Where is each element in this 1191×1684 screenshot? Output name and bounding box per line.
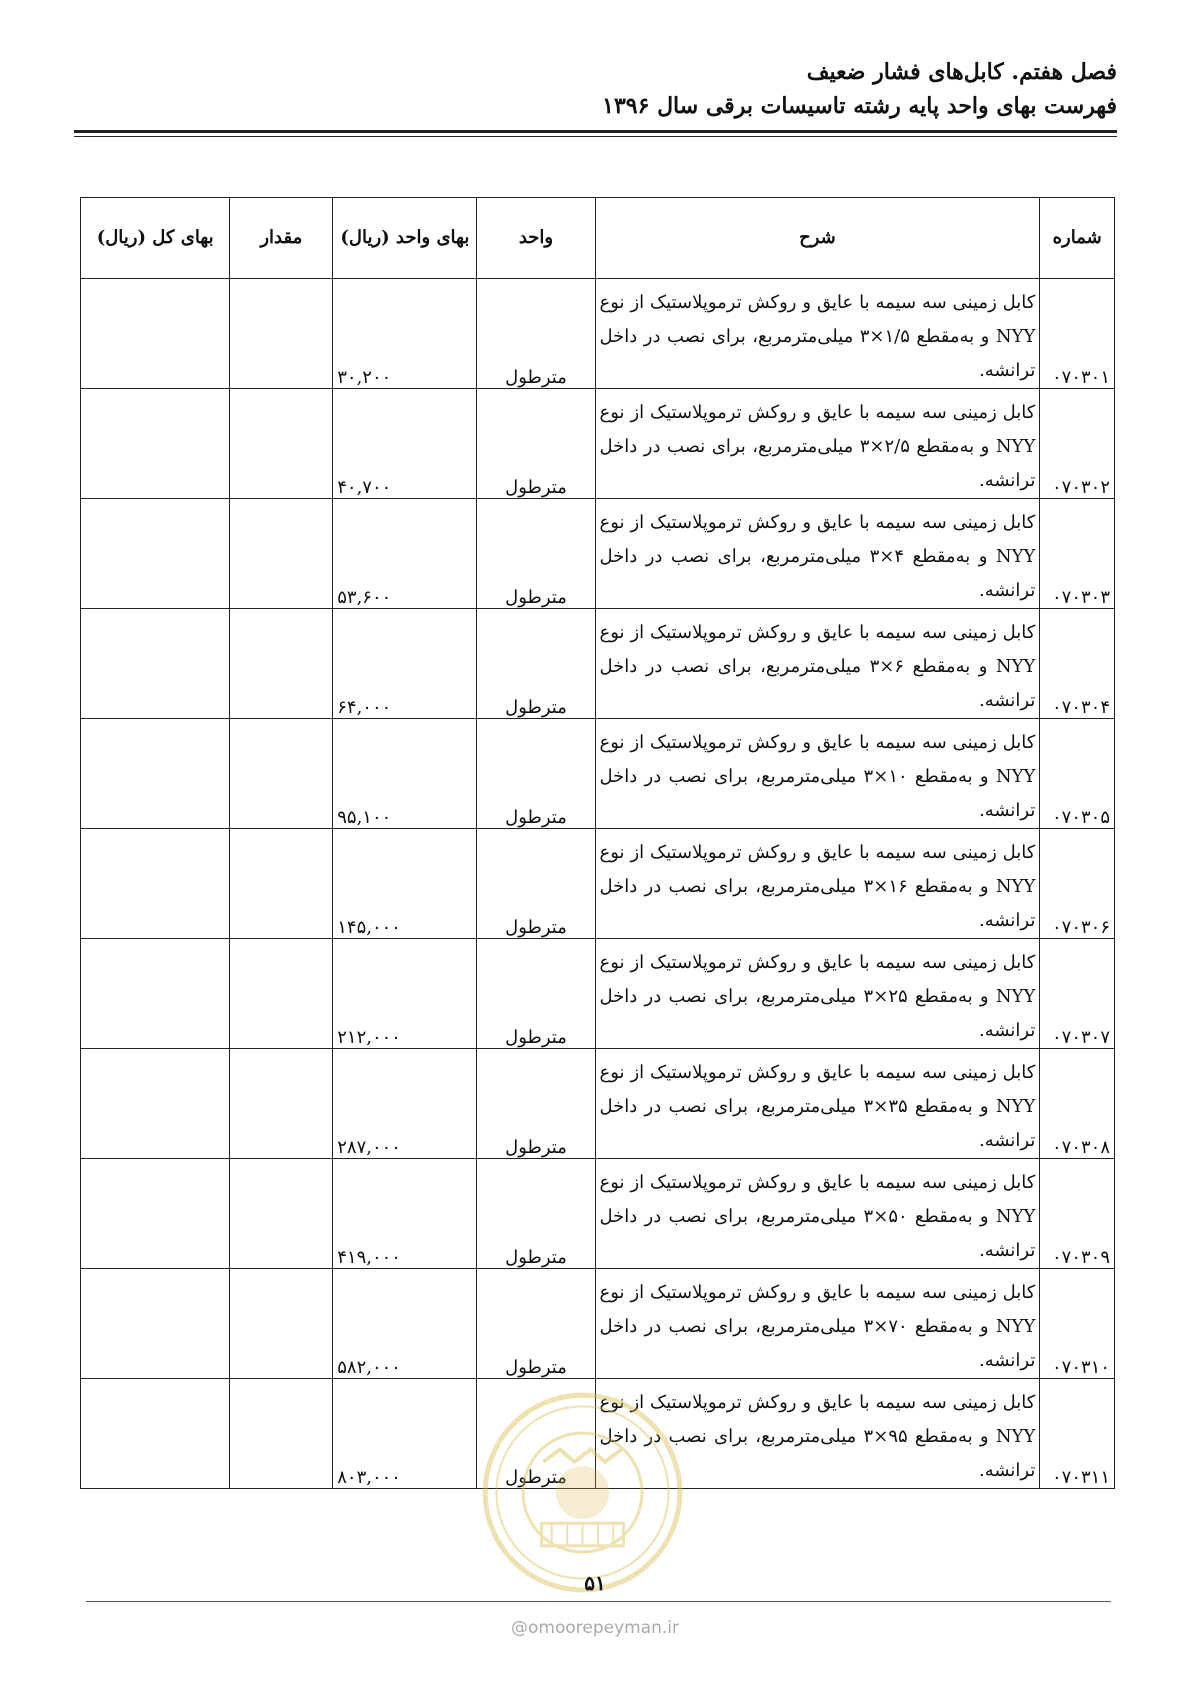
- table-row: [81, 279, 1115, 389]
- book-title: فهرست بهای واحد پایه رشته تاسیسات برقی سال ۱۳۹۶: [602, 93, 1117, 119]
- item-quantity: [230, 609, 333, 719]
- item-description: کابل زمینی سه سیمه با عایق و روکش ترموپلاستیک از نوع NYY و به‌مقطع ۱/۵×۳ میلی‌مترمربع، برای نصب در داخل ترانشه.: [595, 279, 1040, 389]
- chapter-title: فصل هفتم. کابل‌های فشار ضعیف: [806, 59, 1117, 85]
- item-unit: مترطول: [477, 939, 595, 1049]
- item-number: ۰۷۰۳۱۱: [1040, 1379, 1115, 1489]
- item-description: کابل زمینی سه سیمه با عایق و روکش ترموپلاستیک از نوع NYY و به‌مقطع ۹۵×۳ میلی‌مترمربع، برای نصب در داخل ترانشه.: [595, 1379, 1040, 1489]
- item-total: [81, 389, 230, 499]
- item-unit-price: ۴۱۹,۰۰۰: [333, 1159, 477, 1269]
- item-quantity: [230, 499, 333, 609]
- item-number: ۰۷۰۳۰۸: [1040, 1049, 1115, 1159]
- item-total: [81, 499, 230, 609]
- item-unit: مترطول: [477, 829, 595, 939]
- table-row: [81, 499, 1115, 609]
- table-row: [81, 939, 1115, 1049]
- item-quantity: [230, 829, 333, 939]
- page-header: [74, 55, 1117, 123]
- item-unit: مترطول: [477, 1159, 595, 1269]
- item-number: ۰۷۰۳۰۶: [1040, 829, 1115, 939]
- column-header-unit-price: بهای واحد (ریال): [333, 198, 477, 279]
- column-header-unit: واحد: [477, 198, 595, 279]
- item-description: کابل زمینی سه سیمه با عایق و روکش ترموپلاستیک از نوع NYY و به‌مقطع ۷۰×۳ میلی‌مترمربع، برای نصب در داخل ترانشه.: [595, 1269, 1040, 1379]
- item-total: [81, 279, 230, 389]
- item-description: کابل زمینی سه سیمه با عایق و روکش ترموپلاستیک از نوع NYY و به‌مقطع ۲۵×۳ میلی‌مترمربع، برای نصب در داخل ترانشه.: [595, 939, 1040, 1049]
- item-unit: مترطول: [477, 499, 595, 609]
- footer-rule: [86, 1601, 1111, 1602]
- item-total: [81, 1379, 230, 1489]
- item-number: ۰۷۰۳۰۳: [1040, 499, 1115, 609]
- item-unit-price: ۵۸۲,۰۰۰: [333, 1269, 477, 1379]
- item-number: ۰۷۰۳۰۷: [1040, 939, 1115, 1049]
- table-row: [81, 1159, 1115, 1269]
- page-number: ۵۱: [584, 1571, 606, 1595]
- item-total: [81, 609, 230, 719]
- table-header-row: [81, 198, 1115, 279]
- item-number: ۰۷۰۳۰۹: [1040, 1159, 1115, 1269]
- item-number: ۰۷۰۳۰۴: [1040, 609, 1115, 719]
- price-table: [80, 197, 1115, 1489]
- column-header-total: بهای کل (ریال): [81, 198, 230, 279]
- table-row: [81, 1269, 1115, 1379]
- column-header-quantity: مقدار: [230, 198, 333, 279]
- table-row: [81, 609, 1115, 719]
- item-description: کابل زمینی سه سیمه با عایق و روکش ترموپلاستیک از نوع NYY و به‌مقطع ۶×۳ میلی‌مترمربع، برای نصب در داخل ترانشه.: [595, 609, 1040, 719]
- item-total: [81, 719, 230, 829]
- item-unit-price: ۲۸۷,۰۰۰: [333, 1049, 477, 1159]
- item-unit-price: ۲۱۲,۰۰۰: [333, 939, 477, 1049]
- item-quantity: [230, 389, 333, 499]
- item-quantity: [230, 939, 333, 1049]
- item-unit-price: ۳۰,۲۰۰: [333, 279, 477, 389]
- item-unit: مترطول: [477, 609, 595, 719]
- item-description: کابل زمینی سه سیمه با عایق و روکش ترموپلاستیک از نوع NYY و به‌مقطع ۳۵×۳ میلی‌مترمربع، برای نصب در داخل ترانشه.: [595, 1049, 1040, 1159]
- item-description: کابل زمینی سه سیمه با عایق و روکش ترموپلاستیک از نوع NYY و به‌مقطع ۲/۵×۳ میلی‌مترمربع، برای نصب در داخل ترانشه.: [595, 389, 1040, 499]
- item-quantity: [230, 719, 333, 829]
- item-quantity: [230, 1049, 333, 1159]
- item-description: کابل زمینی سه سیمه با عایق و روکش ترموپلاستیک از نوع NYY و به‌مقطع ۵۰×۳ میلی‌مترمربع، برای نصب در داخل ترانشه.: [595, 1159, 1040, 1269]
- header-rule: [74, 130, 1117, 133]
- item-total: [81, 1159, 230, 1269]
- item-unit-price: ۸۰۳,۰۰۰: [333, 1379, 477, 1489]
- item-description: کابل زمینی سه سیمه با عایق و روکش ترموپلاستیک از نوع NYY و به‌مقطع ۴×۳ میلی‌مترمربع، برای نصب در داخل ترانشه.: [595, 499, 1040, 609]
- item-number: ۰۷۰۳۱۰: [1040, 1269, 1115, 1379]
- item-quantity: [230, 279, 333, 389]
- item-unit-price: ۵۳,۶۰۰: [333, 499, 477, 609]
- item-unit-price: ۹۵,۱۰۰: [333, 719, 477, 829]
- item-total: [81, 1269, 230, 1379]
- item-description: کابل زمینی سه سیمه با عایق و روکش ترموپلاستیک از نوع NYY و به‌مقطع ۱۶×۳ میلی‌مترمربع، برای نصب در داخل ترانشه.: [595, 829, 1040, 939]
- site-watermark: @omoorepeyman.ir: [510, 1618, 680, 1638]
- item-quantity: [230, 1159, 333, 1269]
- item-number: ۰۷۰۳۰۵: [1040, 719, 1115, 829]
- item-total: [81, 1049, 230, 1159]
- item-quantity: [230, 1379, 333, 1489]
- item-unit-price: ۴۰,۷۰۰: [333, 389, 477, 499]
- item-total: [81, 829, 230, 939]
- item-unit: مترطول: [477, 389, 595, 499]
- item-total: [81, 939, 230, 1049]
- table-row: [81, 389, 1115, 499]
- item-description: کابل زمینی سه سیمه با عایق و روکش ترموپلاستیک از نوع NYY و به‌مقطع ۱۰×۳ میلی‌مترمربع، برای نصب در داخل ترانشه.: [595, 719, 1040, 829]
- item-unit: مترطول: [477, 1049, 595, 1159]
- table-row: [81, 1049, 1115, 1159]
- item-unit-price: ۱۴۵,۰۰۰: [333, 829, 477, 939]
- item-unit: مترطول: [477, 1269, 595, 1379]
- item-number: ۰۷۰۳۰۲: [1040, 389, 1115, 499]
- item-number: ۰۷۰۳۰۱: [1040, 279, 1115, 389]
- table-row: [81, 1379, 1115, 1489]
- item-unit-price: ۶۴,۰۰۰: [333, 609, 477, 719]
- column-header-description: شرح: [595, 198, 1040, 279]
- table-row: [81, 719, 1115, 829]
- item-quantity: [230, 1269, 333, 1379]
- column-header-number: شماره: [1040, 198, 1115, 279]
- item-unit: مترطول: [477, 719, 595, 829]
- table-row: [81, 829, 1115, 939]
- item-unit: مترطول: [477, 1379, 595, 1489]
- header-rule-thin: [74, 136, 1117, 137]
- item-unit: مترطول: [477, 279, 595, 389]
